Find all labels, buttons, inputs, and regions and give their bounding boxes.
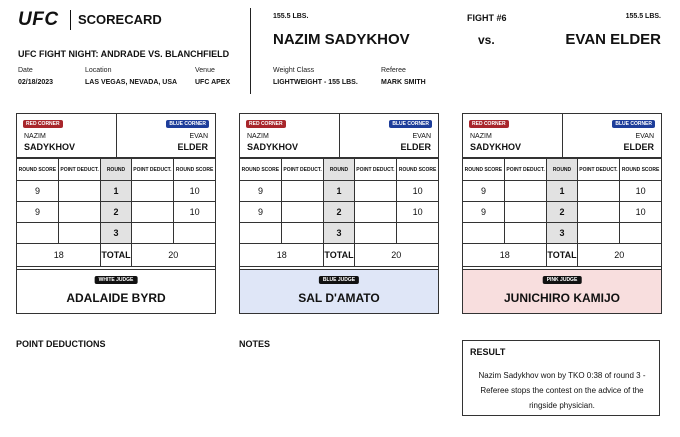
result-title: RESULT [470,347,506,357]
red-deduct [58,202,101,223]
red-total: 18 [17,244,101,267]
blue-score: 10 [174,202,215,223]
weight-class-value: LIGHTWEIGHT - 155 LBS. [273,79,358,86]
round-header: ROUND [101,159,131,181]
score-table [240,158,438,267]
blue-total: 20 [577,244,661,267]
blue-score [174,223,215,244]
red-round-score-header: ROUND SCORE [17,159,58,181]
result-box [462,340,660,416]
red-score: 9 [240,202,281,223]
blue-round-score-header: ROUND SCORE [397,159,438,181]
red-score [17,223,58,244]
round-row [17,181,215,202]
total-label: TOTAL [324,244,354,267]
logo-divider [70,10,71,30]
red-weight: 155.5 LBS. [273,13,309,20]
round-row [17,223,215,244]
blue-last-name: ELDER [623,142,654,152]
blue-deduct [354,202,397,223]
red-total: 18 [463,244,547,267]
round-row [463,181,661,202]
round-number: 3 [324,223,354,244]
red-point-deduct-header: POINT DEDUCT. [504,159,547,181]
round-header: ROUND [547,159,577,181]
date-value: 02/18/2023 [18,79,54,86]
blue-score: 10 [397,202,438,223]
red-deduct [504,181,547,202]
blue-round-score-header: ROUND SCORE [174,159,215,181]
judge-card [462,113,662,314]
round-row [240,223,438,244]
header-divider [250,8,251,94]
fighter-names-row [463,114,661,158]
blue-total: 20 [354,244,438,267]
judge-name: ADALAIDE BYRD [66,291,166,305]
red-score: 9 [463,202,504,223]
blue-weight: 155.5 LBS. [625,13,661,20]
judge-area [17,269,215,313]
blue-point-deduct-header: POINT DEDUCT. [131,159,174,181]
round-number: 1 [324,181,354,202]
location-label: Location [85,67,112,74]
red-score: 9 [463,181,504,202]
round-number: 2 [547,202,577,223]
blue-corner-badge: BLUE CORNER [612,120,655,128]
round-row [463,202,661,223]
judge-card [239,113,439,314]
blue-fighter-name: EVAN ELDER [565,31,661,48]
total-label: TOTAL [101,244,131,267]
round-row [240,202,438,223]
notes-title: NOTES [239,339,271,349]
blue-deduct [354,181,397,202]
event-name: UFC FIGHT NIGHT: ANDRADE VS. BLANCHFIELD [18,49,230,59]
location-value: LAS VEGAS, NEVADA, USA [85,79,178,86]
score-header-row [463,159,661,181]
blue-score: 10 [620,181,661,202]
blue-last-name: ELDER [177,142,208,152]
page-title: SCORECARD [78,12,162,27]
blue-total: 20 [131,244,215,267]
round-header: ROUND [324,159,354,181]
red-last-name: SADYKHOV [24,142,76,152]
judge-color-badge: BLUE JUDGE [319,276,359,284]
blue-score: 10 [397,181,438,202]
score-header-row [240,159,438,181]
date-label: Date [18,67,33,74]
blue-deduct [131,223,174,244]
blue-deduct [354,223,397,244]
ufc-logo: UFC [18,9,59,30]
result-text: Nazim Sadykhov won by TKO 0:38 of round 3 - Referee stops the contest on the advice of the ringside physician. [478,371,646,410]
red-fighter-name: NAZIM SADYKHOV [273,31,410,48]
names-divider [339,114,340,158]
venue-label: Venue [195,67,215,74]
judge-color-badge: WHITE JUDGE [95,276,138,284]
blue-point-deduct-header: POINT DEDUCT. [354,159,397,181]
red-deduct [281,181,324,202]
names-divider [562,114,563,158]
round-row [17,202,215,223]
total-row [240,244,438,267]
blue-corner-badge: BLUE CORNER [389,120,432,128]
round-number: 2 [324,202,354,223]
weight-class-label: Weight Class [273,67,315,74]
blue-deduct [131,202,174,223]
judge-name: JUNICHIRO KAMIJO [503,291,620,305]
red-score: 9 [240,181,281,202]
round-number: 3 [547,223,577,244]
red-first-name: NAZIM [470,133,492,140]
total-row [463,244,661,267]
red-deduct [504,223,547,244]
blue-round-score-header: ROUND SCORE [620,159,661,181]
red-last-name: SADYKHOV [470,142,522,152]
round-row [240,181,438,202]
score-table [17,158,215,267]
round-number: 1 [101,181,131,202]
red-corner-badge: RED CORNER [469,120,509,128]
red-corner-badge: RED CORNER [23,120,63,128]
red-point-deduct-header: POINT DEDUCT. [281,159,324,181]
judge-name: SAL D'AMATO [298,291,380,305]
blue-deduct [577,202,620,223]
round-number: 3 [101,223,131,244]
judge-color-badge: PINK JUDGE [543,276,582,284]
blue-corner-badge: BLUE CORNER [166,120,209,128]
red-last-name: SADYKHOV [247,142,299,152]
blue-deduct [577,181,620,202]
fighter-names-row [17,114,215,158]
blue-score: 10 [620,202,661,223]
vs-label: vs. [478,33,495,47]
referee-value: MARK SMITH [381,79,426,86]
point-deductions-title: POINT DEDUCTIONS [16,339,106,349]
blue-point-deduct-header: POINT DEDUCT. [577,159,620,181]
blue-first-name: EVAN [189,133,208,140]
blue-deduct [131,181,174,202]
red-deduct [504,202,547,223]
names-divider [116,114,117,158]
blue-score: 10 [174,181,215,202]
blue-deduct [577,223,620,244]
score-header-row [17,159,215,181]
red-round-score-header: ROUND SCORE [240,159,281,181]
fighter-names-row [240,114,438,158]
red-first-name: NAZIM [247,133,269,140]
red-score [240,223,281,244]
judge-card [16,113,216,314]
total-label: TOTAL [547,244,577,267]
red-point-deduct-header: POINT DEDUCT. [58,159,101,181]
blue-score [620,223,661,244]
blue-first-name: EVAN [412,133,431,140]
blue-score [397,223,438,244]
red-corner-badge: RED CORNER [246,120,286,128]
referee-label: Referee [381,67,406,74]
round-number: 2 [101,202,131,223]
score-table [463,158,661,267]
judge-area [463,269,661,313]
venue-value: UFC APEX [195,79,231,86]
red-deduct [58,223,101,244]
round-row [463,223,661,244]
red-total: 18 [240,244,324,267]
red-score: 9 [17,202,58,223]
red-score: 9 [17,181,58,202]
red-deduct [281,223,324,244]
total-row [17,244,215,267]
blue-last-name: ELDER [400,142,431,152]
red-score [463,223,504,244]
fight-number: FIGHT #6 [467,13,507,23]
red-round-score-header: ROUND SCORE [463,159,504,181]
judge-area [240,269,438,313]
blue-first-name: EVAN [635,133,654,140]
round-number: 1 [547,181,577,202]
red-deduct [281,202,324,223]
red-deduct [58,181,101,202]
red-first-name: NAZIM [24,133,46,140]
